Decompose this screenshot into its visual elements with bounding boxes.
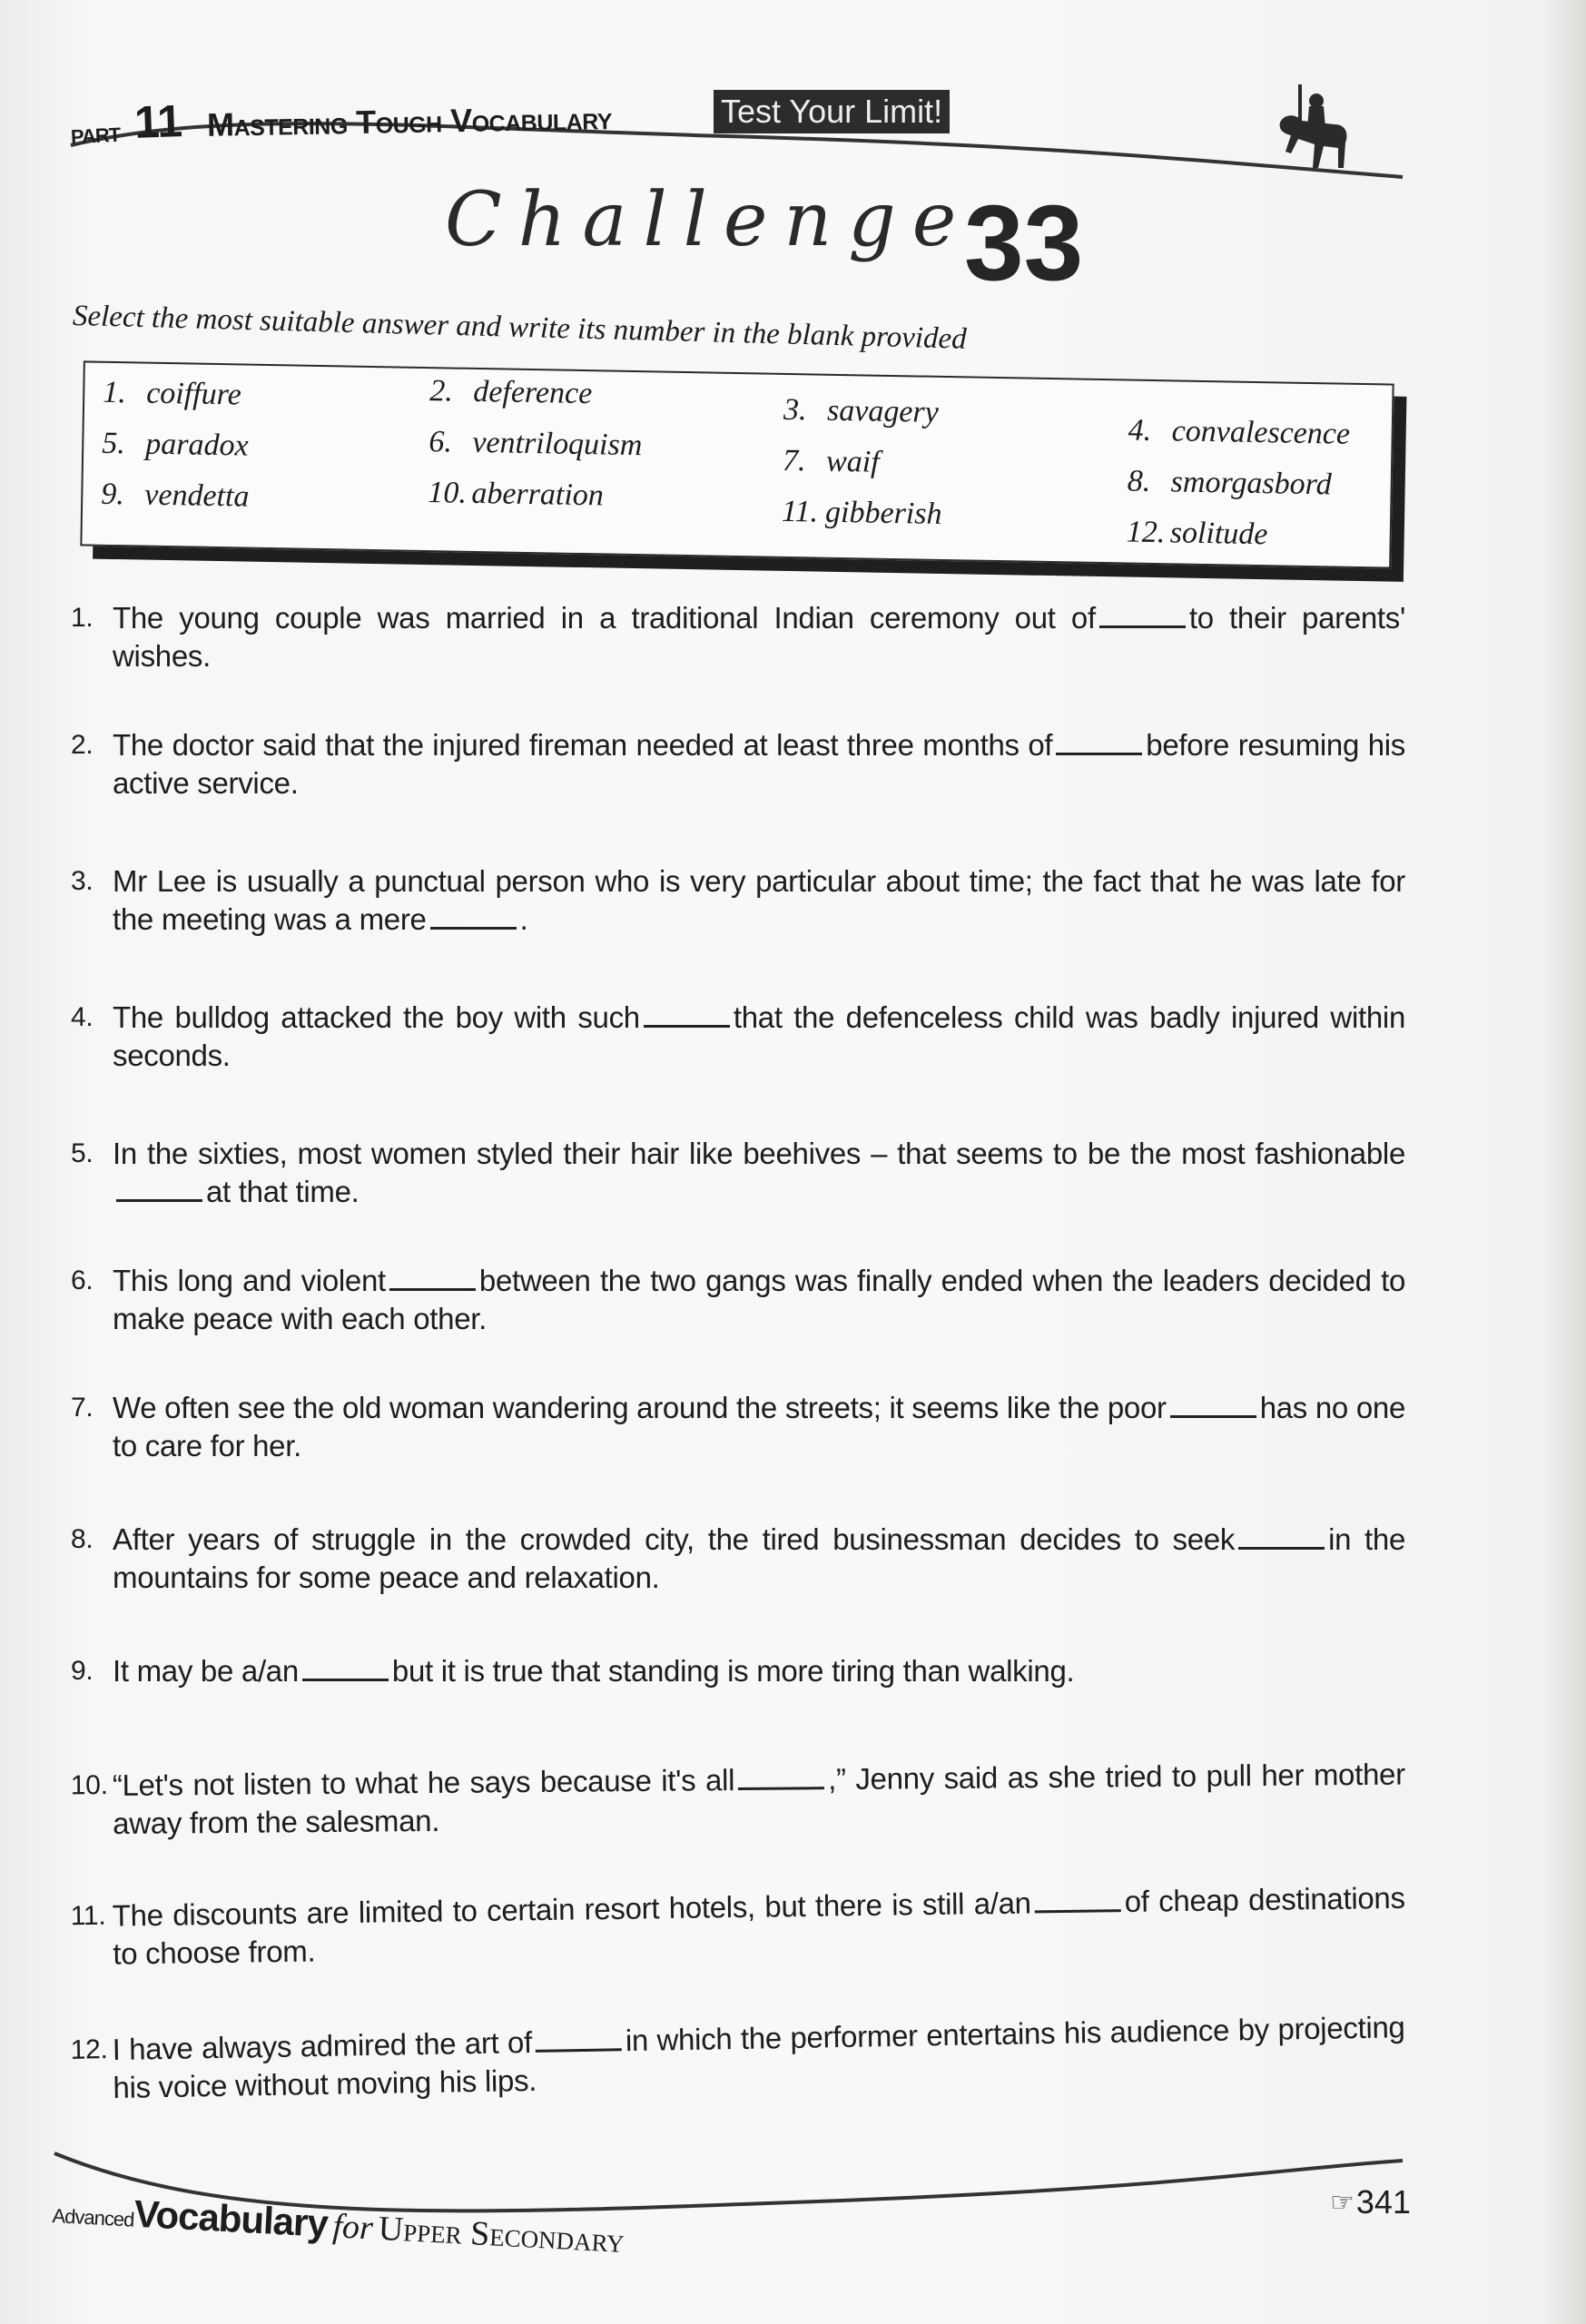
question-number: 6. [71,1265,94,1295]
word-option: 3. savagery [783,392,940,429]
question-number: 10. [70,1770,108,1801]
question-number: 3. [71,866,94,896]
question-number: 8. [71,1524,94,1554]
page-edge-shadow [1543,0,1586,2324]
word-option: 7. waif [782,443,880,479]
answer-blank[interactable] [738,1761,824,1790]
answer-blank[interactable] [302,1653,389,1681]
question-number: 11. [70,1900,106,1932]
answer-blank[interactable] [1099,600,1186,628]
word-option: 8. smorgasbord [1127,464,1333,502]
answer-blank[interactable] [1056,727,1142,755]
question-item: 10. “Let's not listen to what he says because it's all ,” Jenny said as she tried to pull her mother away from the salesman. [70,1757,1405,1841]
question-item: 11. The discounts are limited to certain resort hotels, but there is still a/an of cheap destinations to choose from. [70,1880,1405,1971]
challenge-title: Challenge [445,177,973,263]
book-title: AdvancedVocabularyforUpper Secondary [52,2191,626,2260]
answer-blank[interactable] [116,1174,202,1202]
test-your-limit-badge: Test Your Limit! [714,90,950,133]
word-option: 1. coiffure [102,375,242,412]
page-number: ☞ 341 [1330,2183,1411,2221]
word-bank-box [80,360,1394,568]
word-option: 6. ventriloquism [429,425,643,463]
answer-blank[interactable] [1170,1390,1256,1418]
question-item: 7. We often see the old woman wandering around the streets; it seems like the poor has no one to care for her. [71,1391,1406,1462]
knight-on-horse-icon [1271,77,1371,177]
part-number: 11 [133,95,183,148]
word-option: 2. deference [429,374,593,411]
question-number: 2. [71,730,94,760]
challenge-number: 33 [964,183,1084,303]
word-bank [73,345,1416,581]
word-option: 5. paradox [101,426,249,463]
chapter-header [71,86,1405,186]
question-item: 1. The young couple was married in a traditional Indian ceremony out of to their parents' wishes. [71,601,1406,673]
question-item: 5. In the sixties, most women styled their hair like beehives – that seems to be the most fashionableat that time. [71,1137,1405,1208]
word-option: 4. convalescence [1128,413,1351,451]
answer-blank[interactable] [389,1263,476,1291]
question-number: 9. [71,1656,94,1686]
word-option: 11. gibberish [781,494,942,531]
question-item: 9. It may be a/an but it is true that standing is more tiring than walking. [71,1652,1405,1690]
answer-blank[interactable] [536,2023,623,2053]
question-number: 7. [71,1393,94,1423]
question-number: 5. [71,1138,94,1168]
word-option: 12. solitude [1126,515,1268,552]
question-number: 4. [71,1002,94,1032]
word-option: 10. aberration [428,476,605,513]
question-item: 12. I have always admired the art of in which the performer entertains his audience by projecting his voice without moving his lips. [70,2010,1405,2105]
instructions-text: Select the most suitable answer and write its number in the blank provided [72,300,968,356]
question-item: 4. The bulldog attacked the boy with such that the defenceless child was badly injured within seconds. [71,1000,1406,1072]
part-label: PART [70,123,121,149]
question-item: 2. The doctor said that the injured fireman needed at least three months of before resuming his active service. [71,728,1405,800]
question-item: 3. Mr Lee is usually a punctual person who is very particular about time; the fact that he was late for the meeting was a mere . [71,864,1405,936]
question-number: 12. [70,2034,108,2065]
section-title: Mastering Tough Vocabulary [206,99,613,143]
word-option: 9. vendetta [101,477,250,514]
answer-blank[interactable] [1034,1884,1120,1913]
question-number: 1. [71,603,94,633]
pointing-hand-icon: ☞ [1330,2187,1355,2218]
answer-blank[interactable] [430,901,517,930]
question-item: 6. This long and violent between the two gangs was finally ended when the leaders decided to make peace with each other. [71,1264,1406,1335]
answer-blank[interactable] [644,1000,730,1028]
question-item: 8. After years of struggle in the crowded city, the tired businessman decides to seek in the mountains for some peace and relaxation. [71,1522,1406,1594]
answer-blank[interactable] [1238,1521,1325,1550]
